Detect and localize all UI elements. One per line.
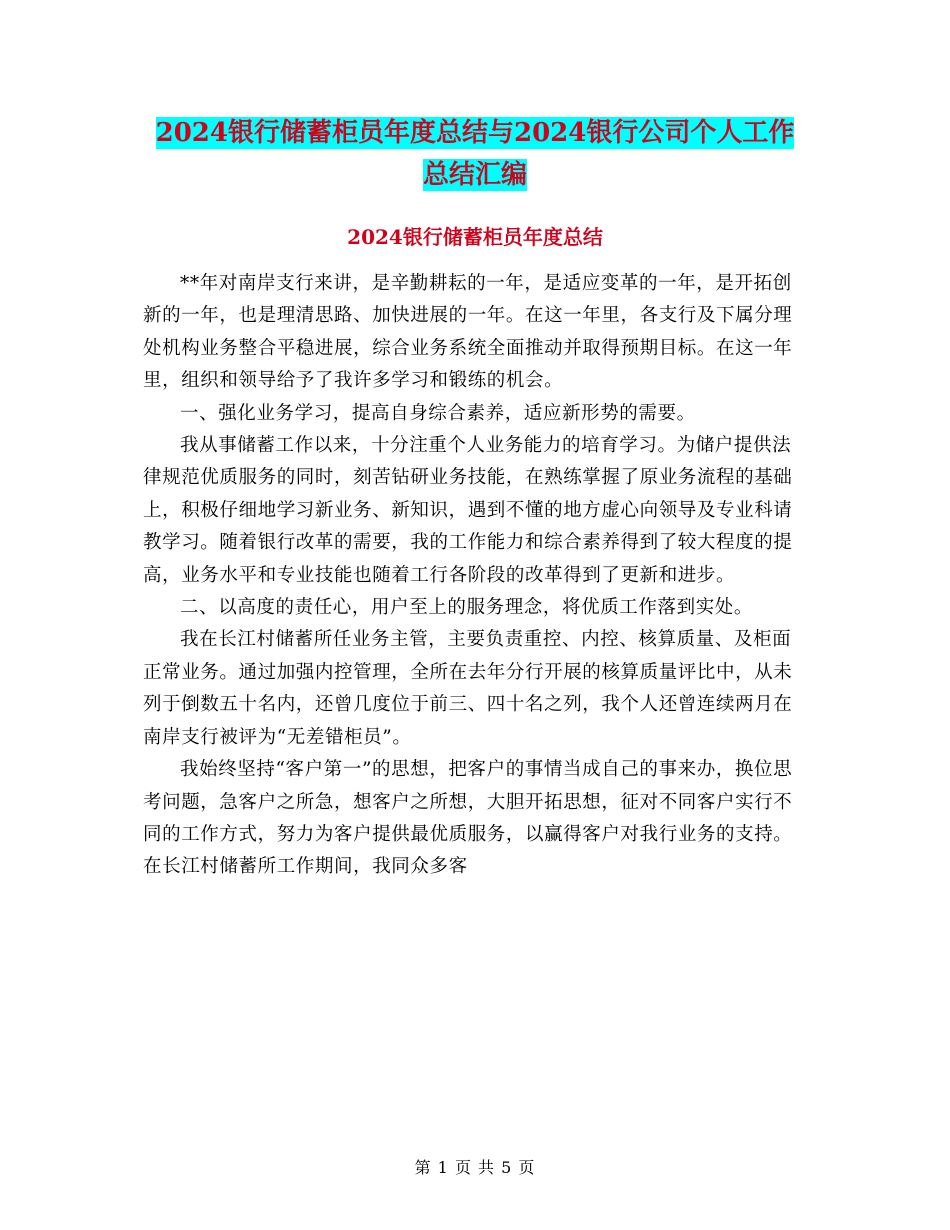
paragraph-customer: 我始终坚持“客户第一”的思想，把客户的事情当成自己的事来办，换位思考问题，急客户之所急，想客户之所想，大胆开拓思想，征对不同客户实行不同的工作方式，努力为客户提供最优质服务，以赢得客户对我行业务的支持。在长江村储蓄所工作期间，我同众多客 (143, 759, 793, 878)
paragraph-heading-1: 一、强化业务学习，提高自身综合素养，适应新形势的需要。 (180, 402, 696, 424)
paragraph-study: 我从事储蓄工作以来，十分注重个人业务能力的培育学习。为储户提供法律规范优质服务的同时，刻苦钻研业务技能，在熟练掌握了原业务流程的基础上，积极仔细地学习新业务、新知识，遇到不懂的地方虚心向领导及专业科请教学习。随着银行改革的需要，我的工作能力和综合素养得到了较大程度的提高，业务水平和专业技能也随着工行各阶段的改革得到了更新和进步。 (143, 435, 793, 586)
page-number-footer: 第 1 页 共 5 页 (414, 1158, 536, 1177)
paragraph-intro: **年对南岸支行来讲，是辛勤耕耘的一年，是适应变革的一年，是开拓创新的一年，也是理清思路、加快进展的一年。在这一年里，各支行及下属分理处机构业务整合平稳进展，综合业务系统全面推动并取得预期目标。在这一年里，组织和领导给予了我许多学习和锻练的机会。 (143, 273, 793, 392)
document-body (143, 268, 808, 884)
paragraph-duties: 我在长江村储蓄所任业务主管，主要负责重控、内控、核算质量、及柜面正常业务。通过加强内控管理，全所在去年分行开展的核算质量评比中，从未列于倒数五十名内，还曾几度位于前三、四十名之列，我个人还曾连续两月在南岸支行被评为“无差错柜员”。 (143, 629, 793, 748)
section-title: 2024银行储蓄柜员年度总结 (347, 225, 603, 249)
document-title (150, 112, 800, 196)
title-line-1: 2024银行储蓄柜员年度总结与2024银行公司个人工作 (155, 118, 795, 148)
paragraph-heading-2: 二、以高度的责任心，用户至上的服务理念，将优质工作落到实处。 (180, 597, 754, 619)
title-line-2: 总结汇编 (422, 160, 527, 190)
